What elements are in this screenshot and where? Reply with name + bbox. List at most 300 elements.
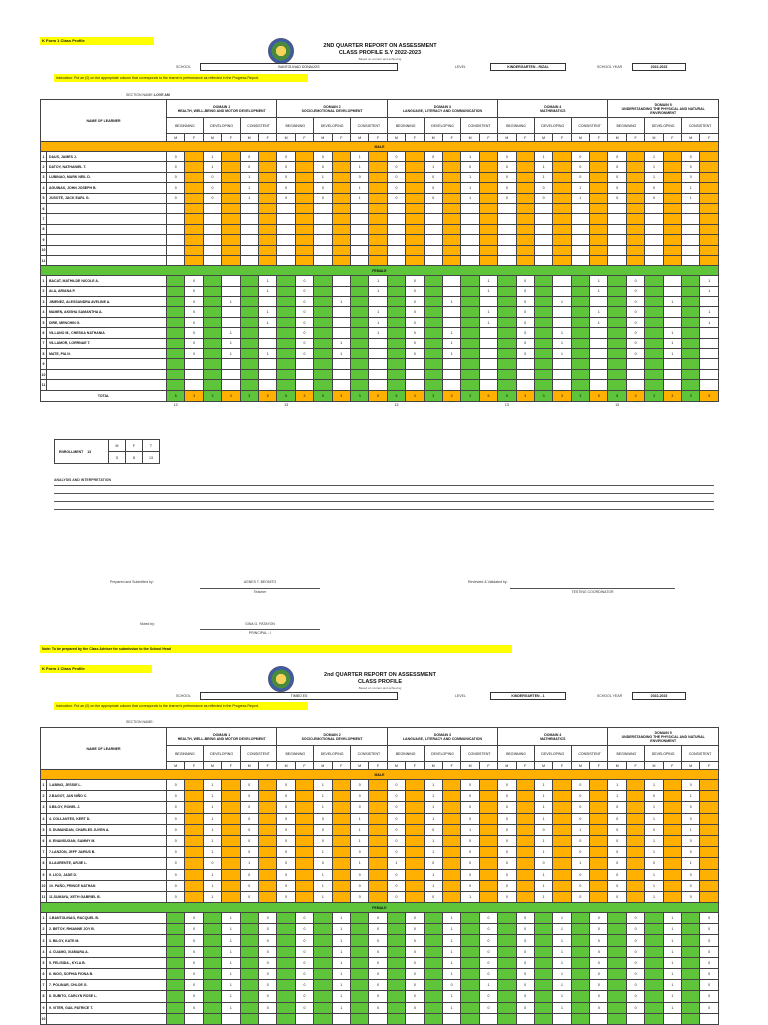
score-cell [203, 276, 221, 286]
score-cell: 0 [590, 913, 608, 924]
score-cell [222, 193, 240, 203]
score-cell: 0 [185, 991, 203, 1002]
score-cell: 1 [645, 869, 663, 880]
score-cell [479, 891, 497, 902]
score-cell: 0 [626, 307, 644, 317]
score-cell [479, 349, 497, 359]
score-cell [295, 235, 313, 245]
score-cell [626, 214, 644, 224]
score-cell [516, 869, 534, 880]
score-cell [590, 847, 608, 858]
level-label: LEVEL [455, 65, 466, 69]
score-cell [332, 307, 350, 317]
score-cell: 0 [185, 286, 203, 296]
score-cell [314, 935, 332, 946]
learner-name: 5. DUMANDAN, CHARLES JUVEN A. [47, 824, 167, 835]
score-cell: 0 [608, 869, 626, 880]
score-cell: 0 [387, 193, 405, 203]
total-cell: 3 [406, 390, 424, 401]
score-cell: 1 [645, 802, 663, 813]
score-cell: 1 [350, 835, 368, 846]
score-cell [406, 891, 424, 902]
score-cell: 0 [626, 1002, 644, 1013]
score-cell [240, 980, 258, 991]
score-cell [645, 245, 663, 255]
row-number: 9 [41, 1002, 47, 1013]
subtotal-cell: 13 [173, 403, 178, 408]
domain-header: DOMAIN 1 HEALTH, WELL-BEING AND MOTOR DEVELOPMENT [167, 728, 277, 746]
score-cell: 0 [167, 813, 185, 824]
learner-name: 7.LANZON, JEFF JAIRUS B. [47, 847, 167, 858]
score-cell [424, 307, 442, 317]
score-cell [277, 328, 295, 338]
enroll-head-m: M [109, 440, 126, 452]
score-cell: 1 [553, 935, 571, 946]
score-cell [571, 957, 589, 968]
score-cell: 1 [553, 297, 571, 307]
score-cell [295, 380, 313, 390]
score-cell: 0 [167, 891, 185, 902]
female-col-header: F [479, 762, 497, 770]
score-cell [461, 935, 479, 946]
score-cell: 1 [553, 957, 571, 968]
score-cell [167, 349, 185, 359]
score-cell [387, 957, 405, 968]
score-cell [314, 369, 332, 379]
score-cell [534, 224, 552, 234]
score-cell: 1 [553, 969, 571, 980]
score-cell [314, 245, 332, 255]
score-cell [663, 276, 681, 286]
score-cell: 0 [406, 286, 424, 296]
score-cell [277, 349, 295, 359]
score-cell: 1 [663, 349, 681, 359]
score-cell [203, 245, 221, 255]
score-cell: 0 [406, 980, 424, 991]
score-cell: 0 [645, 791, 663, 802]
score-cell [461, 380, 479, 390]
score-cell: 0 [516, 297, 534, 307]
score-cell: 0 [516, 307, 534, 317]
total-cell: 5 [369, 390, 387, 401]
score-cell [534, 328, 552, 338]
learner-name [47, 224, 167, 234]
score-cell [571, 328, 589, 338]
score-cell [387, 924, 405, 935]
score-cell [534, 276, 552, 286]
score-cell: 0 [167, 858, 185, 869]
score-cell: 0 [700, 924, 718, 935]
score-cell [222, 813, 240, 824]
score-cell: 0 [461, 813, 479, 824]
score-cell: 0 [406, 276, 424, 286]
learner-name [47, 235, 167, 245]
score-cell: 0 [185, 946, 203, 957]
name-of-learner-header: NAME OF LEARNER [41, 728, 167, 770]
score-cell: 0 [682, 162, 700, 172]
score-cell [571, 380, 589, 390]
score-cell [350, 328, 368, 338]
analysis-line [54, 501, 714, 502]
learner-name [47, 369, 167, 379]
score-cell: 0 [295, 349, 313, 359]
score-cell: 1 [590, 276, 608, 286]
score-cell [350, 317, 368, 327]
score-cell [479, 172, 497, 182]
score-cell [645, 255, 663, 265]
score-cell [185, 891, 203, 902]
score-cell: 0 [369, 935, 387, 946]
score-cell: 0 [387, 824, 405, 835]
score-cell [534, 369, 552, 379]
score-cell [534, 297, 552, 307]
score-cell [498, 328, 516, 338]
score-cell: 0 [626, 328, 644, 338]
score-cell: 0 [406, 957, 424, 968]
learner-name: 4. COLLANTES, KERT D. [47, 813, 167, 824]
score-cell [406, 193, 424, 203]
learner-name: 2. BETOY, RHIANNE JOY B. [47, 924, 167, 935]
score-cell [406, 835, 424, 846]
score-cell [461, 245, 479, 255]
total-cell: 5 [314, 390, 332, 401]
score-cell [663, 255, 681, 265]
score-cell: 0 [516, 328, 534, 338]
female-col-header: F [369, 762, 387, 770]
level-field: KINDERGARTEN - 1 [490, 692, 566, 700]
prepared-role: Teacher [253, 590, 267, 594]
score-cell [314, 957, 332, 968]
male-col-header: M [571, 762, 589, 770]
score-cell [258, 183, 276, 193]
row-number: 11 [41, 891, 47, 902]
domain-header: DOMAIN 2 SOCIO-EMOTIONAL DEVELOPMENT [277, 100, 387, 118]
total-cell: 3 [571, 390, 589, 401]
score-cell: 1 [203, 802, 221, 813]
score-cell [222, 835, 240, 846]
score-cell: 0 [295, 969, 313, 980]
score-cell [295, 214, 313, 224]
score-cell: 0 [406, 297, 424, 307]
prepared-label: Prepared and Submitted by: [110, 580, 154, 584]
score-cell: 0 [350, 847, 368, 858]
score-cell: 1 [222, 328, 240, 338]
level-header: CONSISTENT [571, 118, 608, 134]
score-cell [240, 991, 258, 1002]
table-row [41, 359, 719, 369]
score-cell [406, 869, 424, 880]
score-cell: 0 [461, 162, 479, 172]
score-cell [461, 924, 479, 935]
row-number: 7 [41, 980, 47, 991]
score-cell [295, 162, 313, 172]
score-cell [185, 858, 203, 869]
score-cell: 0 [350, 802, 368, 813]
score-cell [314, 276, 332, 286]
score-cell [608, 307, 626, 317]
score-cell [387, 369, 405, 379]
table-row [41, 349, 719, 359]
score-cell: 0 [240, 802, 258, 813]
row-number: 2 [41, 924, 47, 935]
score-cell [424, 1013, 442, 1024]
score-cell [553, 235, 571, 245]
score-cell [167, 957, 185, 968]
score-cell: 1 [553, 328, 571, 338]
score-cell: 1 [424, 162, 442, 172]
score-cell [498, 203, 516, 213]
score-cell: 0 [203, 193, 221, 203]
score-cell [700, 369, 718, 379]
score-cell [461, 991, 479, 1002]
score-cell: 0 [516, 969, 534, 980]
score-cell [682, 338, 700, 348]
score-cell [167, 359, 185, 369]
score-cell [553, 255, 571, 265]
score-cell [240, 969, 258, 980]
score-cell: 0 [479, 1002, 497, 1013]
score-cell: 0 [240, 891, 258, 902]
score-cell: 0 [479, 957, 497, 968]
score-cell [332, 172, 350, 182]
score-cell: 0 [240, 824, 258, 835]
score-cell: 0 [203, 172, 221, 182]
score-cell: 0 [645, 858, 663, 869]
score-cell: 0 [185, 307, 203, 317]
score-cell: 0 [406, 1002, 424, 1013]
score-cell: 1 [240, 183, 258, 193]
score-cell [479, 869, 497, 880]
score-cell [350, 214, 368, 224]
score-cell [479, 193, 497, 203]
learner-name: 6. INOG, SOFHIA FIONA B. [47, 969, 167, 980]
score-cell [332, 286, 350, 296]
score-cell: 0 [369, 969, 387, 980]
score-cell: 1 [240, 858, 258, 869]
score-cell [222, 791, 240, 802]
score-cell [387, 286, 405, 296]
score-cell: 0 [626, 969, 644, 980]
score-cell [369, 858, 387, 869]
score-cell [682, 1002, 700, 1013]
score-cell [682, 328, 700, 338]
score-cell: 1 [350, 193, 368, 203]
learner-name: DATOY, NATHANIEL T. [47, 162, 167, 172]
score-cell [645, 317, 663, 327]
score-cell: 1 [590, 286, 608, 296]
score-cell [663, 162, 681, 172]
row-number: 10 [41, 880, 47, 891]
score-cell [498, 214, 516, 224]
score-cell [682, 969, 700, 980]
score-cell [534, 380, 552, 390]
score-cell [553, 858, 571, 869]
score-cell [553, 1013, 571, 1024]
score-cell [295, 245, 313, 255]
score-cell: 0 [498, 858, 516, 869]
score-cell [571, 317, 589, 327]
score-cell [534, 317, 552, 327]
score-cell [314, 317, 332, 327]
score-cell [663, 824, 681, 835]
row-number: 9 [41, 359, 47, 369]
domain-header: DOMAIN 5 UNDERSTANDING THE PHYSICAL AND NATURAL ENVIRONMENT [608, 100, 718, 118]
noted-label: Noted by: [140, 622, 155, 626]
score-cell: 0 [479, 924, 497, 935]
level-header: DEVELOPING [645, 118, 682, 134]
analysis-label: ANALYSIS AND INTERPRETATION [54, 478, 111, 482]
score-cell: 0 [314, 835, 332, 846]
score-cell [663, 1013, 681, 1024]
score-cell: 0 [314, 193, 332, 203]
score-cell [442, 307, 460, 317]
male-col-header: M [203, 134, 221, 142]
score-cell: 1 [442, 328, 460, 338]
score-cell [571, 946, 589, 957]
score-cell [645, 359, 663, 369]
subtotal-cell [222, 401, 240, 409]
score-cell: 1 [203, 791, 221, 802]
score-cell [498, 359, 516, 369]
score-cell: 0 [185, 328, 203, 338]
score-cell [700, 858, 718, 869]
score-cell [571, 349, 589, 359]
score-cell [571, 297, 589, 307]
score-cell: 0 [516, 317, 534, 327]
score-cell [332, 847, 350, 858]
score-cell [185, 255, 203, 265]
level-header: BEGINNING [498, 118, 535, 134]
score-cell [553, 152, 571, 162]
level-header: DEVELOPING [203, 118, 240, 134]
score-cell [700, 328, 718, 338]
school-year-label: SCHOOL YEAR [597, 65, 623, 69]
score-cell: 1 [682, 824, 700, 835]
score-cell [350, 980, 368, 991]
score-cell [663, 869, 681, 880]
row-number: 5 [41, 317, 47, 327]
female-col-header: F [553, 762, 571, 770]
score-cell [626, 880, 644, 891]
score-cell: 0 [387, 780, 405, 791]
score-cell: 1 [314, 891, 332, 902]
score-cell: 1 [332, 297, 350, 307]
score-cell: 0 [498, 847, 516, 858]
score-cell [700, 172, 718, 182]
score-cell: 1 [479, 276, 497, 286]
score-cell [350, 369, 368, 379]
score-cell [258, 214, 276, 224]
score-cell: 0 [571, 780, 589, 791]
female-col-header: F [442, 762, 460, 770]
subtotal-cell [240, 401, 258, 409]
score-cell: 0 [167, 847, 185, 858]
score-cell: 1 [645, 835, 663, 846]
score-cell [369, 1013, 387, 1024]
score-cell [277, 338, 295, 348]
score-cell [295, 880, 313, 891]
score-cell [516, 891, 534, 902]
score-cell [350, 969, 368, 980]
score-cell [314, 214, 332, 224]
score-cell [203, 286, 221, 296]
female-col-header: F [185, 762, 203, 770]
score-cell: 1 [534, 880, 552, 891]
score-cell [516, 193, 534, 203]
score-cell [442, 235, 460, 245]
score-cell: 1 [645, 162, 663, 172]
score-cell: 0 [406, 991, 424, 1002]
total-cell: 5 [277, 390, 295, 401]
noted-name: GINA G. PATAYON [245, 622, 275, 626]
row-number: 9 [41, 869, 47, 880]
score-cell [645, 1002, 663, 1013]
score-cell [553, 245, 571, 255]
male-col-header: M [240, 134, 258, 142]
score-cell [516, 847, 534, 858]
score-cell: 1 [479, 286, 497, 296]
score-cell [167, 946, 185, 957]
score-cell: 0 [590, 980, 608, 991]
score-cell: 0 [185, 980, 203, 991]
score-cell [222, 245, 240, 255]
score-cell: 0 [277, 791, 295, 802]
female-col-header: F [258, 134, 276, 142]
score-cell [369, 183, 387, 193]
domain-header: DOMAIN 3 LANGUAGE, LITERACY AND COMMUNICATION [387, 728, 497, 746]
score-cell [203, 214, 221, 224]
score-cell [167, 980, 185, 991]
score-cell [167, 924, 185, 935]
male-col-header: M [167, 762, 185, 770]
score-cell [553, 183, 571, 193]
score-cell [258, 359, 276, 369]
score-cell [516, 255, 534, 265]
score-cell: 1 [332, 935, 350, 946]
score-cell [590, 193, 608, 203]
score-cell: 0 [295, 1002, 313, 1013]
total-label: TOTAL [41, 390, 167, 401]
report-subtitle: CLASS PROFILE S.Y 2022-2023 [338, 50, 422, 56]
report-subtitle: CLASS PROFILE [357, 679, 402, 685]
score-cell [516, 183, 534, 193]
score-cell [442, 193, 460, 203]
domain-header: DOMAIN 4 MATHEMATICS [498, 728, 608, 746]
score-cell: 0 [498, 824, 516, 835]
score-cell [498, 946, 516, 957]
total-cell: 5 [590, 390, 608, 401]
score-cell [295, 183, 313, 193]
male-col-header: M [350, 762, 368, 770]
score-cell [479, 380, 497, 390]
score-cell: 0 [626, 924, 644, 935]
score-cell: 0 [258, 957, 276, 968]
score-cell: 0 [590, 957, 608, 968]
learner-name: BACAT, MATHILDE NICOLE A. [47, 276, 167, 286]
score-cell [516, 380, 534, 390]
score-cell [295, 359, 313, 369]
score-cell: 0 [626, 946, 644, 957]
score-cell [185, 369, 203, 379]
table-row [41, 802, 719, 813]
subtotal-cell [350, 401, 368, 409]
score-cell [516, 369, 534, 379]
score-cell: 0 [516, 338, 534, 348]
score-cell [332, 193, 350, 203]
level-header: BEGINNING [608, 118, 645, 134]
score-cell [258, 224, 276, 234]
score-cell [571, 235, 589, 245]
